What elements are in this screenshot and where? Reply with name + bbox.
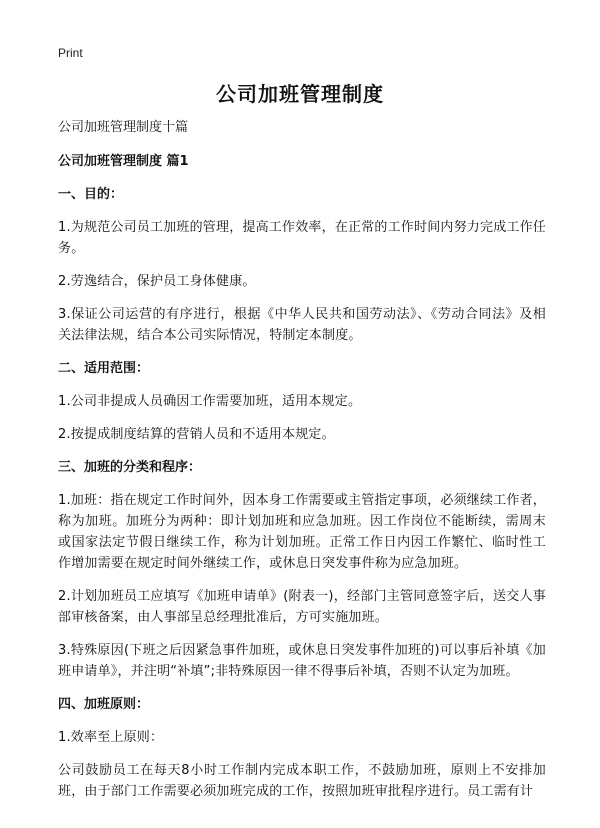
- paragraph: 2.计划加班员工应填写《加班申请单》(附表一)，经部门主管同意签字后，送交人事部审核备案，由人事部呈总经理批准后，方可实施加班。: [58, 589, 546, 625]
- print-label[interactable]: Print: [58, 46, 83, 60]
- paragraph: 1.效率至上原则：: [58, 730, 164, 745]
- paragraph: 1.公司非提成人员确因工作需要加班，适用本规定。: [58, 394, 362, 409]
- page-title: 公司加班管理制度: [216, 82, 384, 106]
- section-heading-principles: 四、加班原则：: [58, 697, 150, 712]
- document-subtitle: 公司加班管理制度十篇: [58, 120, 189, 135]
- section-heading-scope: 二、适用范围：: [58, 361, 150, 376]
- paragraph: 1.加班：指在规定工作时间外，因本身工作需要或主管指定事项，必须继续工作者，称为加班。加班分为两种：即计划加班和应急加班。因工作岗位不能断续，需周末或国家法定节假日继续工作，称为计划加班。正常工作日内因工作繁忙、临时性工作增加需要在规定时间外继续工作，或休息日突发事件称为应急加班。: [58, 493, 547, 571]
- paragraph: 3.特殊原因(下班之后因紧急事件加班，或休息日突发事件加班的)可以事后补填《加班申请单》，并注明“补填”;非特殊原因一律不得事后补填，否则不认定为加班。: [58, 643, 546, 679]
- paragraph: 2.按提成制度结算的营销人员和不适用本规定。: [58, 427, 335, 442]
- section-heading-purpose: 一、目的：: [58, 187, 124, 202]
- paragraph: 1.为规范公司员工加班的管理，提高工作效率，在正常的工作时间内努力完成工作任务。: [58, 220, 547, 256]
- paragraph: 公司鼓励员工在每天8小时工作制内完成本职工作，不鼓励加班，原则上不安排加班，由于部门工作需要必须加班完成的工作，按照加班审批程序进行。员工需有计: [58, 763, 546, 799]
- paragraph: 2.劳逸结合，保护员工身体健康。: [58, 274, 256, 289]
- paragraph: 3.保证公司运营的有序进行，根据《中华人民共和国劳动法》、《劳动合同法》及相关法律法规，结合本公司实际情况，特制定本制度。: [58, 307, 546, 343]
- section-heading-classification: 三、加班的分类和程序：: [58, 460, 202, 475]
- document-body: [58, 116, 546, 814]
- article-title: 公司加班管理制度 篇1: [58, 154, 189, 169]
